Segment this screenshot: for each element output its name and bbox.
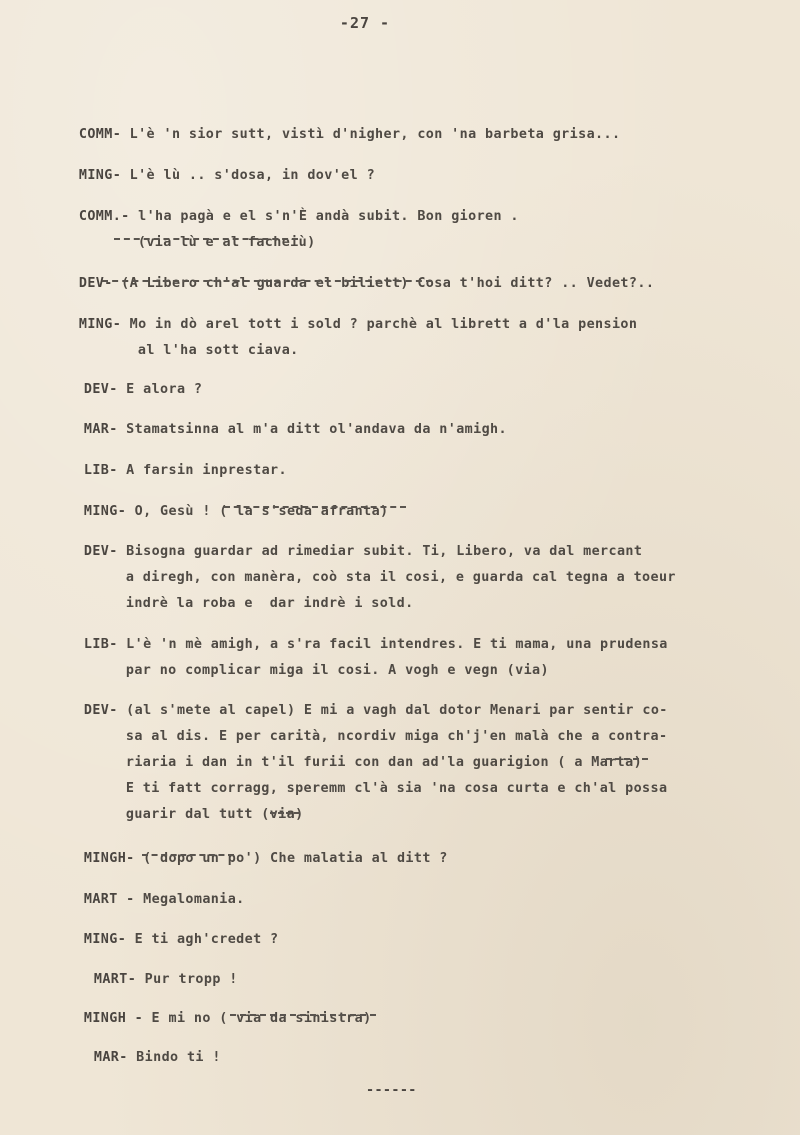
dialogue-text: Pur tropp ! bbox=[136, 972, 238, 987]
dialogue-text: Megalomania. bbox=[134, 892, 245, 907]
dialogue-text: O, Gesù ! ( la s'seda afranta) bbox=[126, 504, 389, 519]
dialogue-text: E mi no ( via da sinistra) bbox=[143, 1011, 372, 1026]
speaker-label: MINGH- bbox=[83, 851, 135, 866]
underline-dashes bbox=[142, 854, 234, 856]
speaker-label: MAR- bbox=[83, 422, 118, 437]
dialogue-text: guarir dal tutt (via) bbox=[125, 807, 304, 822]
page-number: -27 - bbox=[339, 14, 391, 32]
dialogue-text: sa al dis. E per carità, ncordiv miga ch'j'en malà che a contra- bbox=[125, 729, 668, 744]
underline-dashes bbox=[102, 280, 432, 282]
underline-dashes bbox=[270, 812, 300, 814]
speaker-label: LIB- bbox=[83, 463, 118, 478]
dialogue-text: L'è lù .. s'dosa, in dov'el ? bbox=[121, 168, 376, 183]
speaker-label: LIB- bbox=[83, 637, 118, 652]
dialogue-text: a diregh, con manèra, coò sta il cosi, e guarda cal tegna a toeur bbox=[125, 570, 676, 585]
speaker-label: MAR- bbox=[93, 1050, 128, 1065]
dialogue-text: E ti agh'credet ? bbox=[126, 932, 279, 947]
dialogue-text: Mo in dò arel tott i sold ? parchè al librett a d'la pension bbox=[121, 317, 638, 332]
dialogue-text: (al s'mete al capel) E mi a vagh dal dotor Menari par sentir co- bbox=[117, 703, 668, 718]
dialogue-text: par no complicar miga il cosi. A vogh e vegn (via) bbox=[125, 663, 549, 678]
script-line bbox=[60, 1031, 221, 1085]
dialogue-text: Stamatsinna al m'a ditt ol'andava da n'amigh. bbox=[117, 422, 507, 437]
speaker-label: DEV- bbox=[83, 544, 118, 559]
dialogue-text: (A Libero ch'al guarda el biliett) Cosa t'hoi ditt? .. Vedet?.. bbox=[112, 276, 655, 291]
speaker-label: DEV- bbox=[83, 382, 118, 397]
speaker-label: DEV- bbox=[83, 703, 118, 718]
underline-dashes bbox=[114, 238, 298, 240]
underline-dashes bbox=[230, 1014, 376, 1016]
speaker-label: MART- bbox=[93, 972, 137, 987]
speaker-label: MING- bbox=[78, 168, 122, 183]
dialogue-text: al l'ha sott ciava. bbox=[137, 343, 299, 358]
speaker-label: MING- bbox=[83, 932, 127, 947]
dialogue-text: E alora ? bbox=[117, 382, 203, 397]
speaker-label: COMM- bbox=[78, 127, 122, 142]
speaker-label: COMM.- bbox=[78, 209, 130, 224]
speaker-label: MINGH - bbox=[83, 1011, 144, 1026]
speaker-label: MING- bbox=[83, 504, 127, 519]
dialogue-text: E ti fatt corragg, speremm cl'à sia 'na cosa curta e ch'al possa bbox=[125, 781, 668, 796]
speaker-label: MART - bbox=[83, 892, 135, 907]
dialogue-text: L'è 'n sior sutt, vistì d'nigher, con 'na barbeta grisa... bbox=[121, 127, 621, 142]
dialogue-text: indrè la roba e dar indrè i sold. bbox=[125, 596, 414, 611]
dialogue-text: L'è 'n mè amigh, a s'ra facil intendres. E ti mama, una prudensa bbox=[117, 637, 668, 652]
dialogue-text: riaria i dan in t'il furii con dan ad'la guarigion ( a Marta) bbox=[125, 755, 643, 770]
underline-dashes bbox=[606, 758, 648, 760]
underline-dashes bbox=[224, 506, 406, 508]
dialogue-text: ( dopo un po') Che malatia al ditt ? bbox=[134, 851, 448, 866]
speaker-label: DEV- bbox=[78, 276, 113, 291]
dialogue-text: A farsin inprestar. bbox=[117, 463, 287, 478]
speaker-label: MING- bbox=[78, 317, 122, 332]
end-mark: ------ bbox=[366, 1083, 417, 1098]
dialogue-text: (via lù e al facheiù) bbox=[137, 235, 316, 250]
dialogue-text: Bindo ti ! bbox=[127, 1050, 221, 1065]
dialogue-text: Bisogna guardar ad rimediar subit. Ti, Libero, va dal mercant bbox=[117, 544, 643, 559]
dialogue-text: l'ha pagà e el s'n'È andà subit. Bon gioren . bbox=[129, 209, 519, 224]
